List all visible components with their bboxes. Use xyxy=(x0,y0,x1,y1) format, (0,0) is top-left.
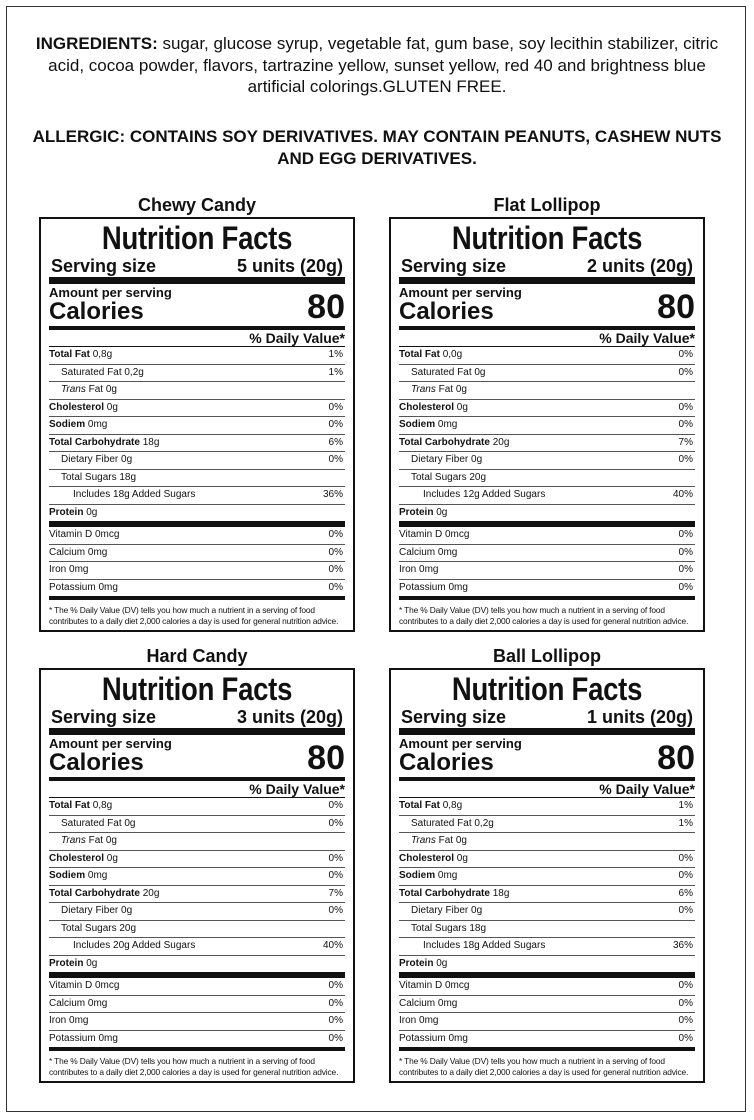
nutrient-name: Saturated Fat 0g xyxy=(411,366,486,378)
nutrient-row-total-sugars xyxy=(49,921,345,939)
nutrient-name: Total Sugars 20g xyxy=(411,471,487,483)
nutrient-row-total-fat xyxy=(49,798,345,816)
nutrient-row-total-sugars xyxy=(399,470,695,488)
calories-value: 80 xyxy=(307,288,345,326)
nutrient-row-trans-fat xyxy=(49,833,345,851)
nutrient-name: Potassium 0mg xyxy=(399,1032,468,1044)
nutrient-percent: 7% xyxy=(678,436,693,448)
nutrient-row-vitamin-d xyxy=(399,527,695,545)
calories-value: 80 xyxy=(307,739,345,777)
daily-value-footnote: * The % Daily Value (DV) tells you how much a nutrient in a serving of food contributes to a daily diet 2,000 calories a day is used for general nutrition advice. xyxy=(399,1056,689,1077)
nutrient-row-calcium xyxy=(399,545,695,563)
nutrient-row-protein xyxy=(49,956,345,979)
nutrient-percent: 0% xyxy=(678,581,693,593)
nutrient-percent: 0% xyxy=(678,529,693,540)
amount-per-serving: Amount per serving xyxy=(49,736,172,751)
nutrient-amount: 18g xyxy=(492,887,510,899)
amount-per-serving: Amount per serving xyxy=(399,736,522,751)
nutrient-row-calcium xyxy=(399,996,695,1014)
nutrient-name: Potassium 0mg xyxy=(49,1032,118,1044)
serving-size-label: Serving size xyxy=(51,707,157,727)
nutrient-percent: 0% xyxy=(678,401,693,413)
nutrient-row-sodium xyxy=(49,417,345,435)
nutrient-row-cholesterol xyxy=(49,400,345,418)
nutrient-percent: 0% xyxy=(328,905,343,916)
serving-size-row xyxy=(399,707,695,735)
nutrient-name: Calcium 0mg xyxy=(399,997,458,1009)
calories-label: Calories xyxy=(49,298,144,325)
nutrient-percent: 40% xyxy=(322,940,343,951)
serving-size-value: 2 units (20g) xyxy=(586,256,693,276)
nutrient-percent: 0% xyxy=(328,997,343,1009)
nutrient-row-protein xyxy=(399,505,695,528)
serving-size-label: Serving size xyxy=(401,707,507,727)
nutrient-row-total-fat xyxy=(399,347,695,365)
nutrient-percent: 0% xyxy=(328,800,343,811)
nutrient-name: Trans xyxy=(411,384,436,395)
nutrient-name: Saturated Fat 0g xyxy=(61,817,136,829)
nutrient-row-fiber xyxy=(399,903,695,921)
nutrient-name: Total Fat xyxy=(399,349,440,360)
nutrient-percent: 1% xyxy=(678,800,693,811)
nutrient-percent: 6% xyxy=(678,887,693,899)
nutrient-percent: 0% xyxy=(328,581,343,593)
serving-size-value: 3 units (20g) xyxy=(236,707,343,727)
nutrient-name: Includes 20g Added Sugars xyxy=(73,940,196,951)
nutrient-amount: 0,0g xyxy=(442,349,463,360)
nutrient-name: Cholesterol xyxy=(399,401,455,413)
nutrient-row-potassium xyxy=(399,1031,695,1052)
nutrient-percent: 0% xyxy=(678,454,693,465)
nutrient-name: Sodiem xyxy=(399,870,436,881)
calories-label: Calories xyxy=(399,298,494,325)
nutrient-name: Iron 0mg xyxy=(49,564,89,575)
nutrient-amount: 18g xyxy=(142,436,160,448)
daily-value-header: % Daily Value* xyxy=(399,781,695,798)
nutrient-name: Calcium 0mg xyxy=(49,546,108,558)
nutrient-percent: 36% xyxy=(322,489,343,500)
nutrient-row-saturated-fat xyxy=(49,816,345,834)
nutrient-percent: 0% xyxy=(678,349,693,360)
nutrient-amount: 0mg xyxy=(437,419,458,430)
nutrient-row-carbohydrate xyxy=(49,886,345,904)
nutrient-name: Saturated Fat 0,2g xyxy=(411,817,494,829)
nutrient-percent: 0% xyxy=(328,546,343,558)
nutrient-name: Total Carbohydrate xyxy=(49,436,140,448)
nutrient-percent: 0% xyxy=(678,980,693,991)
nutrient-name: Dietary Fiber 0g xyxy=(411,905,483,916)
nutrient-percent: 1% xyxy=(678,817,693,829)
nutrient-percent: 1% xyxy=(328,366,343,378)
nutrient-name: Cholesterol xyxy=(49,852,105,864)
calories-value: 80 xyxy=(657,739,695,777)
nutrient-percent: 0% xyxy=(328,1015,343,1026)
nutrient-row-fiber xyxy=(399,452,695,470)
nutrient-row-saturated-fat xyxy=(49,365,345,383)
nutrient-row-carbohydrate xyxy=(49,435,345,453)
nutrient-row-saturated-fat xyxy=(399,365,695,383)
nutrient-row-protein xyxy=(399,956,695,979)
nutrient-name: Protein xyxy=(399,957,434,969)
nutrient-name: Sodiem xyxy=(49,419,86,430)
nutrient-name: Total Sugars 18g xyxy=(411,922,487,934)
nutrient-name: Total Carbohydrate xyxy=(399,436,490,448)
nutrient-row-saturated-fat xyxy=(399,816,695,834)
nutrition-facts-title: Nutrition Facts xyxy=(451,671,643,707)
nutrition-facts-label xyxy=(39,217,355,632)
nutrient-percent: 0% xyxy=(678,1015,693,1026)
daily-value-header: % Daily Value* xyxy=(49,330,345,347)
nutrient-amount: 0mg xyxy=(87,870,108,881)
nutrient-name: Trans xyxy=(61,835,86,846)
ingredients-text xyxy=(30,33,724,98)
nutrient-name: Includes 18g Added Sugars xyxy=(73,489,196,500)
nutrient-percent: 6% xyxy=(328,436,343,448)
nutrition-facts-title: Nutrition Facts xyxy=(451,220,643,256)
amount-per-serving: Amount per serving xyxy=(49,285,172,300)
nutrient-percent: 36% xyxy=(672,940,693,951)
nutrient-row-iron xyxy=(49,1013,345,1031)
nutrition-facts-label xyxy=(39,668,355,1083)
nutrient-name: Includes 12g Added Sugars xyxy=(423,489,546,500)
nutrition-facts-label xyxy=(389,668,705,1083)
nutrient-row-sodium xyxy=(399,868,695,886)
calories-label: Calories xyxy=(49,749,144,776)
nutrient-row-potassium xyxy=(399,580,695,601)
nutrient-amount: 20g xyxy=(142,887,160,899)
nutrient-row-trans-fat xyxy=(49,382,345,400)
nutrient-row-cholesterol xyxy=(399,400,695,418)
nutrient-row-total-sugars xyxy=(399,921,695,939)
product-title: Chewy Candy xyxy=(137,195,257,215)
serving-size-value: 5 units (20g) xyxy=(236,256,343,276)
nutrient-name: Sodiem xyxy=(49,870,86,881)
nutrient-percent: 1% xyxy=(328,349,343,360)
nutrient-name: Saturated Fat 0,2g xyxy=(61,366,144,378)
nutrient-percent: 0% xyxy=(678,905,693,916)
allergen-warning: ALLERGIC: CONTAINS SOY DERIVATIVES. MAY CONTAIN PEANUTS, CASHEW NUTS AND EGG DERIVATIVES. xyxy=(32,127,722,168)
nutrient-amount: Fat 0g xyxy=(88,835,117,846)
nutrient-name: Total Fat xyxy=(49,349,90,360)
nutrient-name: Total Carbohydrate xyxy=(49,887,140,899)
nutrient-row-sodium xyxy=(399,417,695,435)
nutrient-percent: 0% xyxy=(328,564,343,575)
nutrient-row-calcium xyxy=(49,545,345,563)
nutrient-amount: Fat 0g xyxy=(438,835,467,846)
nutrient-percent: 0% xyxy=(678,564,693,575)
nutrient-row-added-sugars xyxy=(49,487,345,505)
nutrient-name: Cholesterol xyxy=(399,852,455,864)
nutrient-name: Vitamin D 0mcg xyxy=(49,529,120,540)
nutrient-percent: 7% xyxy=(328,887,343,899)
nutrient-amount: 0g xyxy=(86,506,98,518)
nutrient-name: Iron 0mg xyxy=(399,564,439,575)
nutrient-row-total-fat xyxy=(49,347,345,365)
nutrient-row-vitamin-d xyxy=(399,978,695,996)
nutrient-name: Potassium 0mg xyxy=(49,581,118,593)
calories-label: Calories xyxy=(399,749,494,776)
nutrient-name: Total Fat xyxy=(399,800,440,811)
serving-size-row xyxy=(49,256,345,284)
nutrient-row-fiber xyxy=(49,452,345,470)
nutrient-name: Sodiem xyxy=(399,419,436,430)
serving-size-label: Serving size xyxy=(51,256,157,276)
nutrient-row-sodium xyxy=(49,868,345,886)
nutrient-amount: 0,8g xyxy=(92,349,113,360)
product-title: Ball Lollipop xyxy=(493,646,601,666)
nutrient-amount: 0g xyxy=(456,401,468,413)
nutrient-percent: 0% xyxy=(328,401,343,413)
nutrient-percent: 0% xyxy=(678,419,693,430)
nutrient-name: Vitamin D 0mcg xyxy=(399,980,470,991)
nutrient-row-trans-fat xyxy=(399,382,695,400)
calories-block xyxy=(49,284,345,330)
nutrient-row-carbohydrate xyxy=(399,886,695,904)
product-title: Hard Candy xyxy=(146,646,248,666)
nutrient-amount: 20g xyxy=(492,436,510,448)
nutrient-amount: 0,8g xyxy=(442,800,463,811)
nutrient-amount: 0g xyxy=(436,506,448,518)
daily-value-footnote: * The % Daily Value (DV) tells you how much a nutrient in a serving of food contributes to a daily diet 2,000 calories a day is used for general nutrition advice. xyxy=(49,605,339,626)
nutrient-percent: 0% xyxy=(678,1032,693,1044)
nutrient-name: Vitamin D 0mcg xyxy=(399,529,470,540)
nutrient-percent: 0% xyxy=(328,419,343,430)
nutrient-percent: 0% xyxy=(678,546,693,558)
nutrient-percent: 40% xyxy=(672,489,693,500)
nutrition-facts-title: Nutrition Facts xyxy=(101,220,293,256)
ingredients-label: INGREDIENTS: xyxy=(35,34,158,53)
nutrient-percent: 0% xyxy=(678,870,693,881)
nutrient-name: Vitamin D 0mcg xyxy=(49,980,120,991)
nutrient-name: Calcium 0mg xyxy=(399,546,458,558)
nutrient-row-iron xyxy=(49,562,345,580)
daily-value-header: % Daily Value* xyxy=(399,330,695,347)
nutrient-row-iron xyxy=(399,562,695,580)
product-title: Flat Lollipop xyxy=(493,195,601,215)
nutrient-row-potassium xyxy=(49,1031,345,1052)
nutrient-name: Iron 0mg xyxy=(49,1015,89,1026)
nutrient-name: Potassium 0mg xyxy=(399,581,468,593)
serving-size-row xyxy=(49,707,345,735)
calories-block xyxy=(399,735,695,781)
nutrient-row-vitamin-d xyxy=(49,978,345,996)
nutrient-row-fiber xyxy=(49,903,345,921)
nutrient-name: Trans xyxy=(61,384,86,395)
nutrient-name: Trans xyxy=(411,835,436,846)
ingredients-list: sugar, glucose syrup, vegetable fat, gum base, soy lecithin stabilizer, citric acid, cocoa powder, flavors, tartrazine yellow, sunset yellow, red 40 and brightness blue artificial colorings.GLUTEN FREE. xyxy=(48,34,719,96)
nutrient-amount: 0g xyxy=(86,957,98,969)
nutrient-name: Dietary Fiber 0g xyxy=(61,454,133,465)
nutrient-percent: 0% xyxy=(328,870,343,881)
nutrient-percent: 0% xyxy=(328,852,343,864)
nutrient-name: Total Carbohydrate xyxy=(399,887,490,899)
nutrient-percent: 0% xyxy=(328,529,343,540)
nutrient-amount: Fat 0g xyxy=(88,384,117,395)
nutrient-row-iron xyxy=(399,1013,695,1031)
nutrient-amount: 0mg xyxy=(87,419,108,430)
serving-size-value: 1 units (20g) xyxy=(586,707,693,727)
nutrient-name: Protein xyxy=(49,506,84,518)
daily-value-footnote: * The % Daily Value (DV) tells you how much a nutrient in a serving of food contributes to a daily diet 2,000 calories a day is used for general nutrition advice. xyxy=(399,605,689,626)
nutrient-name: Total Sugars 18g xyxy=(61,471,137,483)
nutrient-percent: 0% xyxy=(678,366,693,378)
nutrient-percent: 0% xyxy=(328,454,343,465)
nutrient-row-carbohydrate xyxy=(399,435,695,453)
nutrient-amount: 0g xyxy=(106,852,118,864)
daily-value-header: % Daily Value* xyxy=(49,781,345,798)
daily-value-footnote: * The % Daily Value (DV) tells you how much a nutrient in a serving of food contributes to a daily diet 2,000 calories a day is used for general nutrition advice. xyxy=(49,1056,339,1077)
nutrient-amount: 0g xyxy=(456,852,468,864)
nutrition-facts-label xyxy=(389,217,705,632)
nutrient-name: Dietary Fiber 0g xyxy=(411,454,483,465)
nutrient-row-cholesterol xyxy=(49,851,345,869)
nutrient-row-vitamin-d xyxy=(49,527,345,545)
nutrient-percent: 0% xyxy=(678,852,693,864)
nutrient-amount: 0mg xyxy=(437,870,458,881)
nutrient-amount: 0g xyxy=(436,957,448,969)
nutrient-percent: 0% xyxy=(328,980,343,991)
calories-value: 80 xyxy=(657,288,695,326)
calories-block xyxy=(49,735,345,781)
calories-block xyxy=(399,284,695,330)
nutrient-row-total-fat xyxy=(399,798,695,816)
nutrient-percent: 0% xyxy=(328,1032,343,1044)
nutrient-amount: 0g xyxy=(106,401,118,413)
nutrient-row-calcium xyxy=(49,996,345,1014)
nutrient-name: Includes 18g Added Sugars xyxy=(423,940,546,951)
nutrient-amount: 0,8g xyxy=(92,800,113,811)
nutrient-name: Dietary Fiber 0g xyxy=(61,905,133,916)
nutrition-facts-title: Nutrition Facts xyxy=(101,671,293,707)
nutrient-row-added-sugars xyxy=(49,938,345,956)
nutrient-row-protein xyxy=(49,505,345,528)
nutrient-amount: Fat 0g xyxy=(438,384,467,395)
nutrient-row-cholesterol xyxy=(399,851,695,869)
nutrient-name: Protein xyxy=(399,506,434,518)
nutrient-name: Cholesterol xyxy=(49,401,105,413)
nutrient-name: Iron 0mg xyxy=(399,1015,439,1026)
amount-per-serving: Amount per serving xyxy=(399,285,522,300)
serving-size-label: Serving size xyxy=(401,256,507,276)
nutrient-name: Total Sugars 20g xyxy=(61,922,137,934)
nutrient-row-potassium xyxy=(49,580,345,601)
nutrient-percent: 0% xyxy=(678,997,693,1009)
nutrient-name: Total Fat xyxy=(49,800,90,811)
serving-size-row xyxy=(399,256,695,284)
nutrient-row-added-sugars xyxy=(399,487,695,505)
nutrient-row-added-sugars xyxy=(399,938,695,956)
nutrient-name: Calcium 0mg xyxy=(49,997,108,1009)
nutrient-row-trans-fat xyxy=(399,833,695,851)
nutrient-row-total-sugars xyxy=(49,470,345,488)
nutrient-name: Protein xyxy=(49,957,84,969)
nutrient-percent: 0% xyxy=(328,817,343,829)
